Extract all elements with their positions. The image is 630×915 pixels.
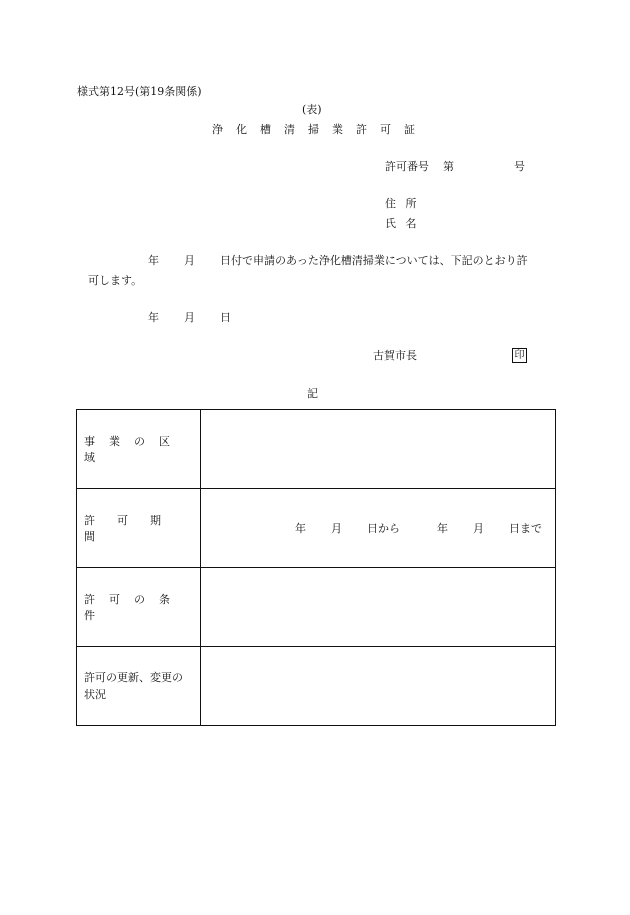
area-value <box>201 410 556 489</box>
from-year: 年 <box>295 522 306 535</box>
table-row <box>77 647 556 726</box>
issuer: 古賀市長 <box>373 349 417 362</box>
conditions-value <box>201 568 556 647</box>
permit-details-table <box>76 409 556 726</box>
table-row <box>77 489 556 568</box>
body-year: 年 <box>148 254 159 267</box>
from-day: 日から <box>367 522 400 535</box>
table-row <box>77 410 556 489</box>
area-label: 事業の区域 <box>84 435 184 464</box>
status-value <box>201 647 556 726</box>
status-label: 許可の更新、変更の状況 <box>84 671 183 701</box>
name-label: 氏 名 <box>385 217 417 230</box>
from-month: 月 <box>331 522 342 535</box>
ki-heading: 記 <box>307 387 318 400</box>
seal: 印 <box>512 348 527 363</box>
issue-year: 年 <box>148 311 159 324</box>
form-id: 様式第12号(第19条関係) <box>77 85 202 98</box>
body-month: 月 <box>184 254 195 267</box>
period-label: 許可期間 <box>84 514 183 543</box>
permit-number-label: 許可番号 <box>385 160 429 173</box>
body-line1: 日付で申請のあった浄化槽清掃業については、下記のとおり許 <box>220 254 528 267</box>
body-line2: 可します。 <box>88 274 143 287</box>
side-label: (表) <box>302 103 322 116</box>
conditions-label: 許可の条件 <box>84 593 184 622</box>
to-month: 月 <box>473 522 484 535</box>
address-label: 住 所 <box>385 197 417 210</box>
permit-number-dai: 第 <box>443 160 454 173</box>
to-day: 日まで <box>509 522 542 535</box>
period-value <box>201 489 556 568</box>
to-year: 年 <box>437 522 448 535</box>
permit-number-go: 号 <box>514 160 525 173</box>
issue-month: 月 <box>184 311 195 324</box>
document-title: 浄化槽清掃業許可証 <box>212 123 428 136</box>
issue-day: 日 <box>220 311 231 324</box>
table-row <box>77 568 556 647</box>
